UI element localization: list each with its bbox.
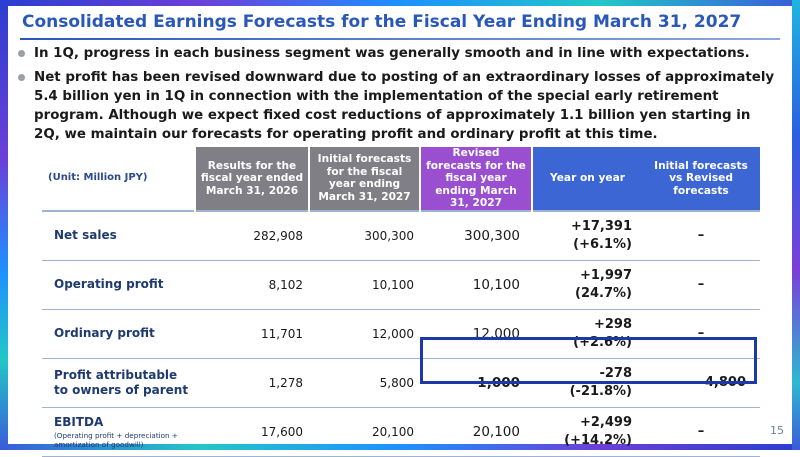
earnings-table — [42, 147, 760, 457]
header-initial: Initial forecasts for the fiscal year ending March 31, 2027 — [309, 147, 420, 211]
yoy-percent: (24.7%) — [575, 285, 632, 301]
yoy-percent: (+14.2%) — [564, 432, 632, 448]
table-row — [42, 211, 760, 261]
table-row — [42, 260, 760, 309]
yoy-value: +1,997 — [579, 267, 632, 283]
bullet-text: In 1Q, progress in each business segment was generally smooth and in line with expectations. — [34, 46, 750, 61]
cell-diff: -4,800 — [642, 358, 760, 407]
row-label — [42, 358, 195, 407]
cell-revised: 20,100 — [420, 407, 532, 456]
cell-yoy — [532, 358, 642, 407]
row-label — [42, 309, 195, 358]
row-sublabel: (Operating profit + depreciation + amortization of goodwill) — [54, 430, 178, 449]
bullet-dot-icon — [18, 50, 25, 57]
cell-results: 282,908 — [195, 211, 309, 261]
table-row — [42, 309, 760, 358]
header-revised: Revised forecasts for the fiscal year ending March 31, 2027 — [420, 147, 532, 211]
cell-yoy — [532, 211, 642, 261]
bullet-item — [14, 68, 780, 144]
yoy-value: +298 — [593, 316, 632, 332]
row-label — [42, 260, 195, 309]
slide-title: Consolidated Earnings Forecasts for the Fiscal Year Ending March 31, 2027 — [22, 12, 742, 32]
cell-results: 8,102 — [195, 260, 309, 309]
row-label-text: Net sales — [54, 228, 117, 242]
cell-initial: 300,300 — [309, 211, 420, 261]
row-label-text: Profit attributable to owners of parent — [54, 367, 189, 397]
row-label — [42, 211, 195, 261]
bullet-list — [14, 44, 780, 149]
frame-right-border — [792, 0, 800, 450]
cell-initial: 10,100 — [309, 260, 420, 309]
cell-yoy — [532, 260, 642, 309]
cell-revised: 12,000 — [420, 309, 532, 358]
cell-initial: 20,100 — [309, 407, 420, 456]
unit-label: (Unit: Million JPY) — [42, 147, 195, 211]
row-label-text: Ordinary profit — [54, 326, 155, 340]
cell-diff: – — [642, 211, 760, 261]
cell-initial: 5,800 — [309, 358, 420, 407]
cell-diff: – — [642, 407, 760, 456]
row-label — [42, 407, 195, 456]
yoy-value: -278 — [599, 365, 632, 381]
table-row — [42, 407, 760, 456]
page-number: 15 — [770, 424, 784, 437]
cell-revised: 10,100 — [420, 260, 532, 309]
row-label-text: Operating profit — [54, 277, 164, 291]
cell-results: 11,701 — [195, 309, 309, 358]
yoy-percent: (+2.6%) — [573, 334, 632, 350]
frame-left-border — [0, 0, 8, 450]
bullet-dot-icon — [18, 74, 25, 81]
cell-yoy — [532, 407, 642, 456]
cell-revised: 1,000 — [420, 358, 532, 407]
cell-diff: – — [642, 309, 760, 358]
cell-initial: 12,000 — [309, 309, 420, 358]
row-label-text: EBITDA — [54, 414, 104, 429]
cell-revised: 300,300 — [420, 211, 532, 261]
yoy-percent: (-21.8%) — [569, 383, 632, 399]
table-row — [42, 358, 760, 407]
header-yoy: Year on year — [532, 147, 642, 211]
bullet-item — [14, 44, 780, 63]
yoy-value: +2,499 — [579, 414, 632, 430]
header-results: Results for the fiscal year ended March 31, 2026 — [195, 147, 309, 211]
header-diff: Initial forecasts vs Revised forecasts — [642, 147, 760, 211]
yoy-percent: (+6.1%) — [573, 236, 632, 252]
cell-results: 17,600 — [195, 407, 309, 456]
bullet-text: Net profit has been revised downward due to posting of an extraordinary losses of approximately 5.4 billion yen in 1Q in connection with the implementation of the special early retirement program. Although we expect fixed cost reductions of approximately 1.1 billion yen starting in 2Q, we maintain our forecasts for operating profit and ordinary profit at this time. — [34, 70, 775, 142]
cell-diff: – — [642, 260, 760, 309]
yoy-value: +17,391 — [570, 218, 632, 234]
cell-yoy — [532, 309, 642, 358]
cell-results: 1,278 — [195, 358, 309, 407]
title-underline — [20, 38, 780, 40]
table-header-row — [42, 147, 760, 211]
